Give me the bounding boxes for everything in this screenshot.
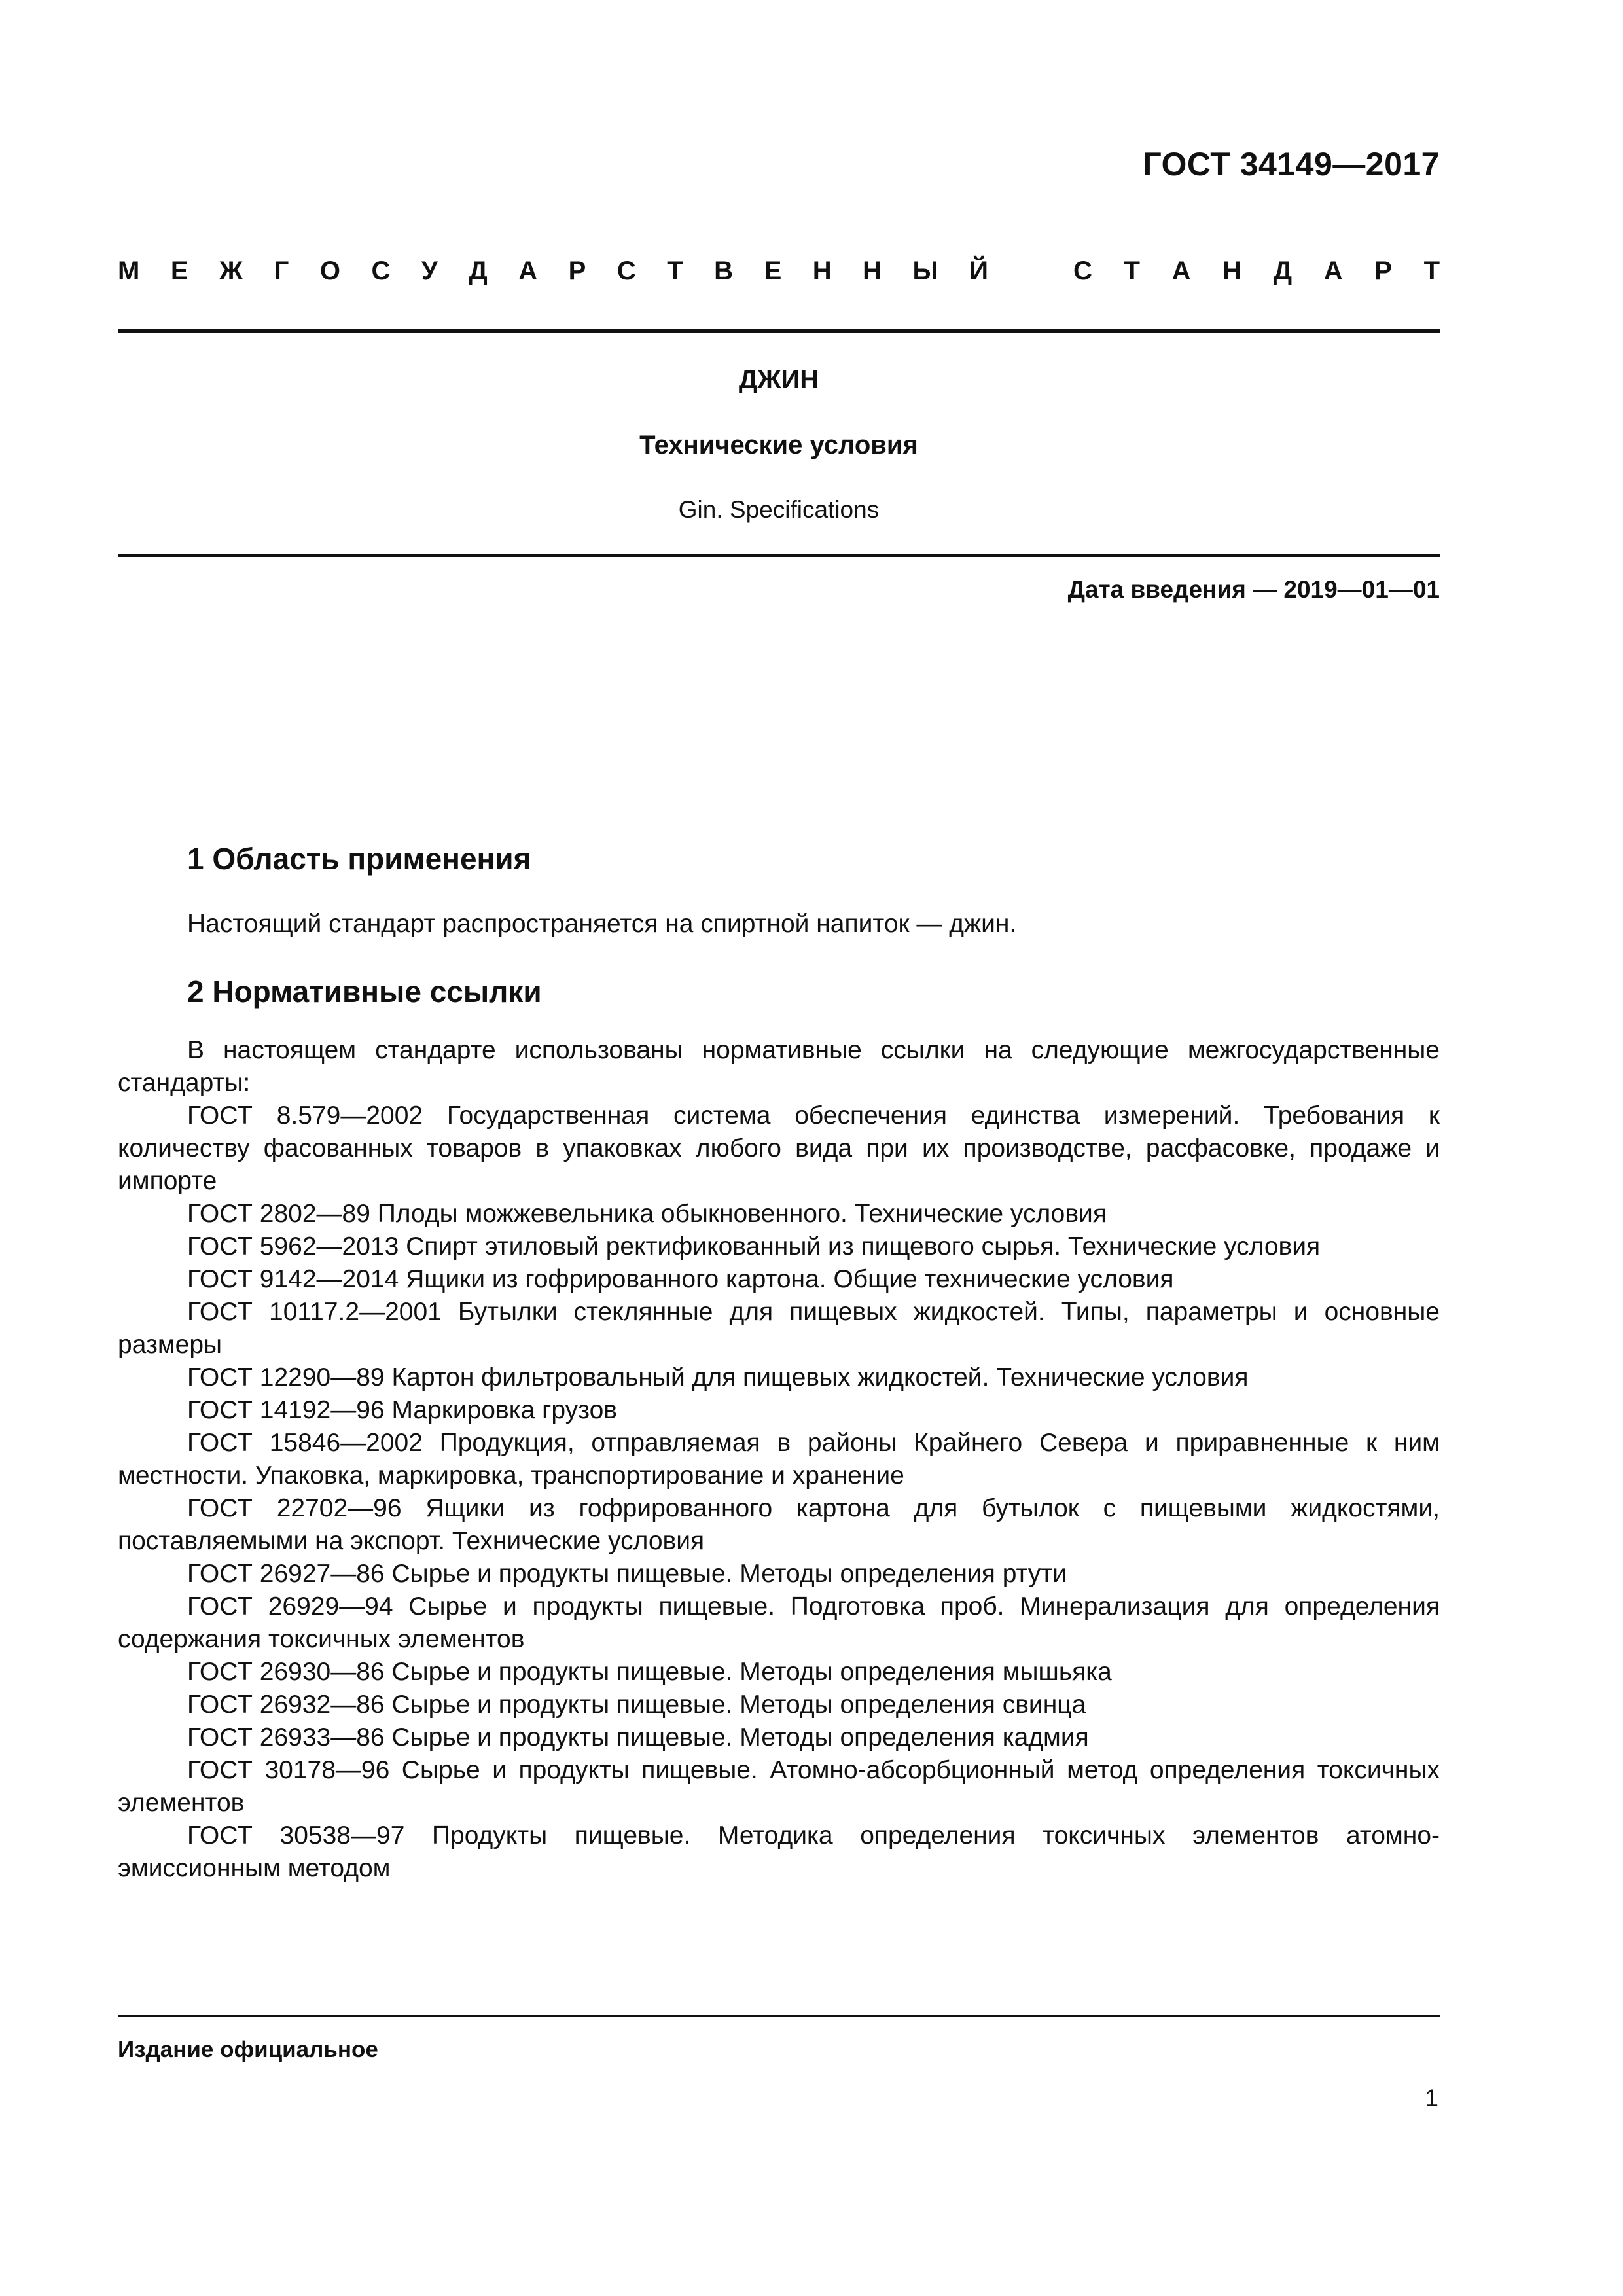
effective-date: Дата введения — 2019—01—01	[1067, 576, 1440, 603]
title-bottom-rule	[118, 554, 1440, 557]
letter: Й	[969, 257, 988, 285]
letter: Е	[764, 257, 782, 285]
reference-item: ГОСТ 26929—94 Сырье и продукты пищевые. Подготовка проб. Минерализация для определения содержания токсичных элементов	[118, 1592, 1440, 1653]
letter: А	[1171, 257, 1191, 285]
references-intro: В настоящем стандарте использованы нормативные ссылки на следующие межгосударственные стандарты:	[118, 1036, 1440, 1097]
reference-item: ГОСТ 10117.2—2001 Бутылки стеклянные для пищевых жидкостей. Типы, параметры и основные размеры	[118, 1298, 1440, 1359]
letter: Д	[1273, 257, 1293, 285]
letter: М	[118, 257, 140, 285]
reference-item: ГОСТ 30178—96 Сырье и продукты пищевые. Атомно-абсорбционный метод определения токсичных элементов	[118, 1756, 1440, 1817]
section-scope	[118, 841, 1440, 941]
reference-item: ГОСТ 8.579—2002 Государственная система обеспечения единства измерений. Требования к количеству фасованных товаров в упаковках любого вида при их производстве, расфасовке, продаже и импорте	[118, 1102, 1440, 1195]
section-heading-scope: 1 Область применения	[187, 842, 531, 876]
document-number: ГОСТ 34149—2017	[1143, 146, 1440, 183]
letter: Г	[274, 257, 289, 285]
reference-item: ГОСТ 9142—2014 Ящики из гофрированного картона. Общие технические условия	[187, 1265, 1174, 1293]
letter: С	[616, 257, 636, 285]
document-title-english: Gin. Specifications	[678, 496, 880, 523]
document-subtitle: Технические условия	[639, 431, 918, 459]
letter: С	[1073, 257, 1092, 285]
letter: Н	[863, 257, 882, 285]
top-thick-rule	[118, 329, 1440, 333]
letter: У	[421, 257, 438, 285]
reference-item: ГОСТ 12290—89 Картон фильтровальный для пищевых жидкостей. Технические условия	[187, 1363, 1249, 1391]
document-title: ДЖИН	[738, 365, 819, 394]
official-edition-label: Издание официальное	[118, 2037, 378, 2062]
standard-kind-word-2	[1073, 257, 1440, 286]
letter: С	[371, 257, 391, 285]
letter: Ы	[912, 257, 938, 285]
letter: Т	[1124, 257, 1140, 285]
reference-item: ГОСТ 26933—86 Сырье и продукты пищевые. Методы определения кадмия	[187, 1723, 1089, 1751]
reference-item: ГОСТ 14192—96 Маркировка грузов	[187, 1396, 617, 1424]
reference-item: ГОСТ 26927—86 Сырье и продукты пищевые. Методы определения ртути	[187, 1560, 1067, 1588]
reference-item: ГОСТ 2802—89 Плоды можжевельника обыкновенного. Технические условия	[187, 1200, 1107, 1228]
reference-item: ГОСТ 15846—2002 Продукция, отправляемая в районы Крайнего Севера и приравненные к ним местности. Упаковка, маркировка, транспортирование и хранение	[118, 1429, 1440, 1490]
reference-item: ГОСТ 30538—97 Продукты пищевые. Методика определения токсичных элементов атомно-эмиссионным методом	[118, 1821, 1440, 1882]
section-scope-text: Настоящий стандарт распространяется на спиртной напиток — джин.	[187, 910, 1017, 938]
letter: А	[1323, 257, 1343, 285]
letter: О	[319, 257, 340, 285]
letter: Н	[1222, 257, 1241, 285]
letter: Т	[667, 257, 683, 285]
section-normative-references	[118, 974, 1440, 1885]
section-heading-normative-references: 2 Нормативные ссылки	[187, 975, 542, 1009]
letter: Е	[170, 257, 188, 285]
reference-item: ГОСТ 5962—2013 Спирт этиловый ректификованный из пищевого сырья. Технические условия	[187, 1232, 1321, 1261]
letter: Т	[1423, 257, 1440, 285]
reference-item: ГОСТ 22702—96 Ящики из гофрированного картона для бутылок с пищевыми жидкостями, поставляемыми на экспорт. Технические условия	[118, 1494, 1440, 1555]
footer-rule	[118, 2015, 1440, 2017]
standard-kind-word-1	[118, 257, 988, 286]
page-number: 1	[1425, 2085, 1438, 2111]
letter: Р	[1374, 257, 1392, 285]
letter: Н	[812, 257, 832, 285]
letter: Р	[568, 257, 586, 285]
standard-kind-heading	[118, 257, 1440, 286]
letter: Д	[469, 257, 488, 285]
reference-item: ГОСТ 26932—86 Сырье и продукты пищевые. Методы определения свинца	[187, 1691, 1086, 1719]
letter: Ж	[219, 257, 243, 285]
normative-references-list	[118, 1034, 1440, 1885]
letter: А	[518, 257, 538, 285]
reference-item: ГОСТ 26930—86 Сырье и продукты пищевые. Методы определения мышьяка	[187, 1658, 1112, 1686]
letter: В	[714, 257, 734, 285]
